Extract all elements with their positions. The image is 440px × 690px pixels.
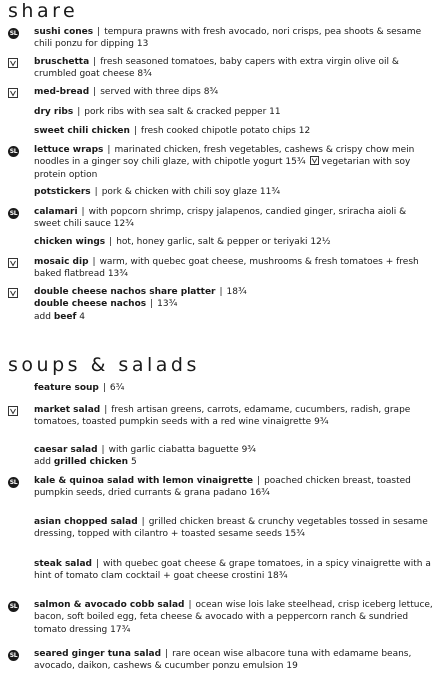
item-name: chicken wings: [34, 237, 106, 247]
item-name: lettuce wraps: [34, 145, 104, 155]
menu-item-asian-chopped-salad: asian chopped salad | grilled chicken breast & crunchy vegetables tossed in sesame dressing, topped with cilantro + toasted sesame seeds 15¾: [34, 517, 428, 540]
item-price: 17¾: [110, 624, 131, 635]
item-name: sushi cones: [34, 27, 94, 37]
menu-item-sushi-cones: sushi cones | tempura prawns with fresh avocado, nori crisps, pea shoots & sesame chili ponzu for dipping 13: [34, 27, 422, 50]
item-price: 11¾: [259, 187, 281, 197]
menu-item-lettuce-wraps: lettuce wraps | marinated chicken, fresh vegetables, cashews & crispy chow mein noodles in a ginger soy chili glaze, with chipotle yogurt 15¾ vegetarian with soy protein option: [34, 145, 415, 180]
addon-name: grilled chicken: [53, 457, 129, 468]
item-name-alt: double cheese nachos: [34, 299, 147, 310]
menu-item-potstickers: potstickers | pork & chicken with chili soy glaze 11¾: [34, 187, 281, 197]
item-name: potstickers: [34, 187, 91, 197]
item-name: steak salad: [34, 559, 92, 569]
item-name: mosaic dip: [34, 257, 89, 267]
vegetarian-icon: [8, 288, 18, 298]
signature-icon: SL: [9, 479, 18, 486]
item-price: 13¾: [107, 269, 128, 280]
item-desc: ocean wise lois lake steelhead, crisp iceberg lettuce, bacon, soft boiled egg, feta cheese & avocado with a peppercorn ranch & sundried tomato dressing: [34, 600, 433, 635]
item-price: 8¾: [203, 87, 219, 97]
item-name: asian chopped salad: [34, 517, 138, 527]
item-price: 12½: [310, 237, 331, 247]
menu-item-nachos: double cheese nachos share platter | 18¾ double cheese nachos | 13¾ add beef 4: [34, 287, 247, 322]
addon-prefix: add: [34, 311, 51, 322]
item-desc: tempura prawns with fresh avocado, nori crisps, pea shoots & sesame chili ponzu for dipping: [34, 27, 422, 50]
signature-icon: SL: [9, 148, 18, 155]
item-price: 18¾: [267, 571, 288, 582]
item-name: salmon & avocado cobb salad: [34, 600, 185, 610]
item-price: 18¾: [226, 287, 247, 297]
menu-item-feature-soup: feature soup | 6¾: [34, 383, 125, 393]
item-price: 9¾: [241, 445, 257, 455]
signature-icon: SL: [9, 30, 18, 37]
menu-item-caesar-salad: caesar salad | with garlic ciabatta baguette 9¾ add grilled chicken 5: [34, 445, 257, 468]
item-option: vegetarian with soy protein option: [34, 157, 411, 180]
item-name: calamari: [34, 207, 78, 217]
item-desc: pork & chicken with chili soy glaze: [101, 187, 258, 197]
item-name: dry ribs: [34, 107, 74, 117]
item-price: 13: [136, 39, 149, 50]
item-desc: with quebec goat cheese & grape tomatoes, in a spicy vinaigrette with a hint of tomato clam cocktail + goat cheese crostini: [34, 559, 431, 582]
menu-item-market-salad: market salad | fresh artisan greens, carrots, edamame, cucumbers, radish, grape tomatoes, toasted pumpkin seeds with a red wine vinaigrette 9¾: [34, 405, 411, 428]
item-name: market salad: [34, 405, 101, 415]
item-name: kale & quinoa salad with lemon vinaigrette: [34, 476, 254, 486]
item-desc: fresh artisan greens, carrots, edamame, cucumbers, radish, grape tomatoes, toasted pumpkin seeds with a red wine vinaigrette: [34, 405, 411, 428]
addon-price: 4: [79, 311, 86, 322]
item-desc: fresh cooked chipotle potato chips: [140, 126, 296, 136]
menu-item-calamari: calamari | with popcorn shrimp, crispy jalapenos, candied ginger, sriracha aioli & sweet chili sauce 12¾: [34, 207, 407, 230]
item-desc: with garlic ciabatta baguette: [108, 445, 239, 455]
item-price: 19: [286, 661, 298, 672]
signature-icon: SL: [9, 210, 18, 217]
menu-item-dry-ribs: dry ribs | pork ribs with sea salt & cracked pepper 11: [34, 107, 281, 117]
item-desc: rare ocean wise albacore tuna with edamame beans, avocado, daikon, cashews & cucumber ponzu emulsion: [34, 649, 412, 672]
vegetarian-icon: [8, 406, 18, 416]
menu-item-bruschetta: bruschetta | fresh seasoned tomatoes, baby capers with extra virgin olive oil & crumbled goat cheese 8¾: [34, 57, 399, 80]
menu-item-steak-salad: steak salad | with quebec goat cheese & grape tomatoes, in a spicy vinaigrette with a hint of tomato clam cocktail + goat cheese crostini 18¾: [34, 559, 431, 582]
item-price-alt: 13¾: [157, 299, 178, 310]
item-name: caesar salad: [34, 445, 98, 455]
item-desc: warm, with quebec goat cheese, mushrooms & fresh tomatoes + fresh baked flatbread: [34, 257, 419, 280]
menu-item-kale-quinoa-salad: kale & quinoa salad with lemon vinaigrette | poached chicken breast, toasted pumpkin seeds, dried currants & grana padano 16¾: [34, 476, 411, 499]
menu-item-seared-ginger-tuna-salad: seared ginger tuna salad | rare ocean wise albacore tuna with edamame beans, avocado, daikon, cashews & cucumber ponzu emulsion 19: [34, 649, 412, 672]
item-desc: served with three dips: [100, 87, 201, 97]
share-heading: share: [8, 0, 79, 22]
vegetarian-icon: [8, 58, 18, 68]
item-price: 9¾: [314, 417, 329, 428]
menu-item-mosaic-dip: mosaic dip | warm, with quebec goat cheese, mushrooms & fresh tomatoes + fresh baked flatbread 13¾: [34, 257, 419, 280]
item-price: 8¾: [137, 69, 152, 80]
item-price: 11: [269, 107, 281, 117]
item-desc: pork ribs with sea salt & cracked pepper: [84, 107, 267, 117]
item-price: 16¾: [249, 488, 270, 499]
item-desc: fresh seasoned tomatoes, baby capers with extra virgin olive oil & crumbled goat cheese: [34, 57, 399, 80]
soups-salads-heading: soups & salads: [8, 354, 200, 376]
item-name: bruschetta: [34, 57, 90, 67]
menu-item-sweet-chili-chicken: sweet chili chicken | fresh cooked chipotle potato chips 12: [34, 126, 311, 136]
item-name: med-bread: [34, 87, 90, 97]
item-desc: hot, honey garlic, salt & pepper or teriyaki: [116, 237, 308, 247]
item-desc: marinated chicken, fresh vegetables, cashews & crispy chow mein noodles in a ginger soy chili glaze, with chipotle yogurt: [34, 145, 415, 168]
item-price: 15¾: [285, 157, 306, 168]
vegetarian-icon: [8, 258, 18, 268]
item-price: 6¾: [109, 383, 125, 393]
item-price: 12¾: [113, 219, 134, 230]
item-desc: with popcorn shrimp, crispy jalapenos, candied ginger, sriracha aioli & sweet chili sauce: [34, 207, 407, 230]
addon-prefix: add: [34, 457, 51, 468]
menu-item-chicken-wings: chicken wings | hot, honey garlic, salt & pepper or teriyaki 12½: [34, 237, 331, 247]
item-desc: poached chicken breast, toasted pumpkin seeds, dried currants & grana padano: [34, 476, 411, 499]
item-name: seared ginger tuna salad: [34, 649, 162, 659]
item-price: 12: [298, 126, 311, 136]
item-name: feature soup: [34, 383, 99, 393]
addon-price: 5: [130, 457, 137, 468]
vegetarian-icon: [8, 88, 18, 98]
signature-icon: SL: [9, 603, 18, 610]
vegetarian-icon: [310, 156, 319, 165]
signature-icon: SL: [9, 652, 18, 659]
menu-item-med-bread: med-bread | served with three dips 8¾: [34, 87, 219, 97]
item-name: double cheese nachos share platter: [34, 287, 216, 297]
item-name: sweet chili chicken: [34, 126, 130, 136]
item-desc: grilled chicken breast & crunchy vegetables tossed in sesame dressing, topped with cilantro + toasted sesame seeds: [34, 517, 428, 540]
menu-item-salmon-cobb-salad: salmon & avocado cobb salad | ocean wise lois lake steelhead, crisp iceberg lettuce, bacon, soft boiled egg, feta cheese & avocado with a peppercorn ranch & sundried tomato dressing 17¾: [34, 600, 433, 635]
addon-name: beef: [53, 311, 77, 322]
item-price: 15¾: [284, 529, 305, 540]
